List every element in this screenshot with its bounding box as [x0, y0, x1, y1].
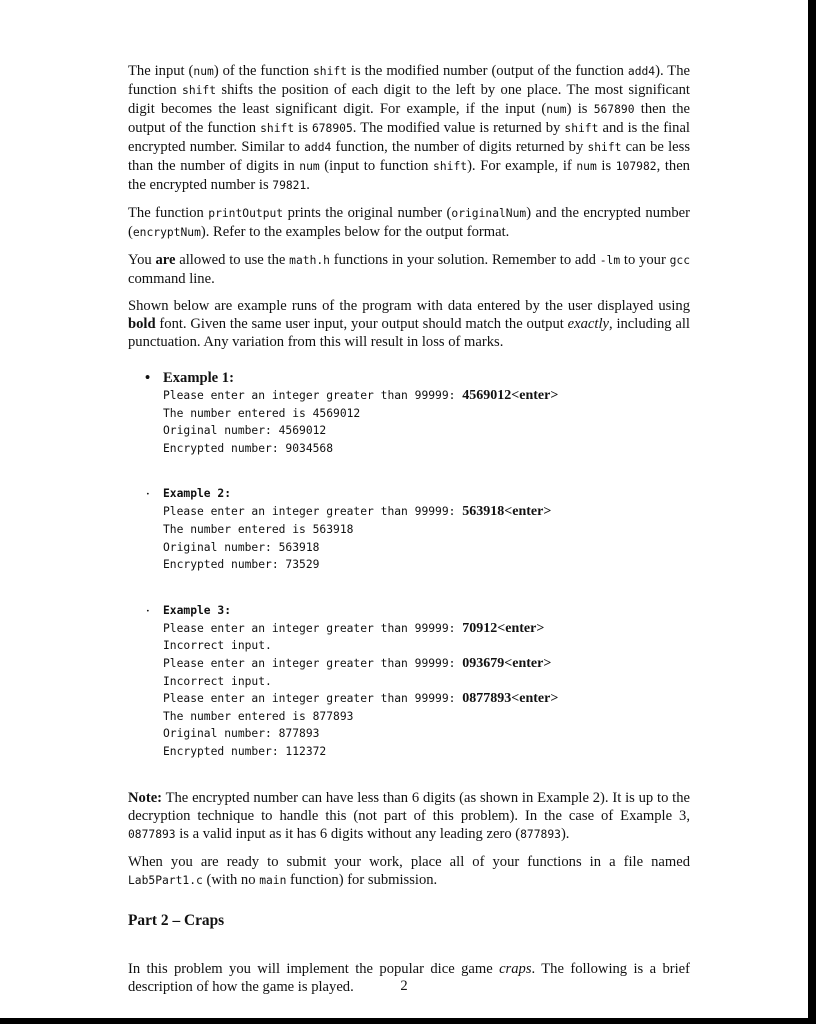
example-line: Incorrect input.	[163, 674, 272, 688]
paragraph-note: Note: The encrypted number can have less than 6 digits (as shown in Example 2). It is up to the decryption technique to handle this (not part of this problem). In the case of Example 3, 0877893 is a valid input as it has 6 digits without any leading zero (877893).	[128, 789, 690, 842]
example-title: Example 3:	[163, 603, 232, 617]
example-3	[128, 602, 690, 761]
paragraph-shift-description: The input (num) of the function shift is the modified number (output of the function add4). The function shift shifts the position of each digit to the left by one place. The most significant digit becomes the least significant digit. For example, if the input (num) is 567890 then the output of the function shift is 678905. The modified value is returned by shift and is the final encrypted number. Similar to add4 function, the number of digits returned by shift can be less than the number of digits in num (input to function shift). For example, if num is 107982, then the encrypted number is 79821.	[128, 63, 690, 193]
example-line: Incorrect input.	[163, 639, 272, 653]
example-line: Please enter an integer greater than 99999: 563918<enter>	[163, 504, 552, 520]
page-content	[128, 62, 690, 1005]
example-line: Please enter an integer greater than 99999: 70912<enter>	[163, 620, 545, 636]
bullet-icon: •	[145, 370, 151, 386]
example-line: The number entered is 877893	[163, 709, 354, 723]
example-1	[128, 369, 690, 457]
paragraph-example-intro: Shown below are example runs of the program with data entered by the user displayed using bold font. Given the same user input, your output should match the output exactly, including all punctuation. Any variation from this will result in loss of marks.	[128, 298, 690, 350]
example-line: Original number: 4569012	[163, 424, 327, 438]
example-line: Original number: 877893	[163, 727, 320, 741]
example-line: Encrypted number: 9034568	[163, 441, 334, 455]
example-line: Please enter an integer greater than 99999: 093679<enter>	[163, 655, 552, 671]
page-number: 2	[400, 978, 408, 994]
paragraph-math-library: You are allowed to use the math.h functions in your solution. Remember to add -lm to your gcc command line.	[128, 252, 690, 287]
paragraph-submission: When you are ready to submit your work, place all of your functions in a file named Lab5Part1.c (with no main function) for submission.	[128, 853, 690, 888]
bullet-icon: ·	[146, 488, 150, 501]
example-line: Encrypted number: 73529	[163, 558, 320, 572]
example-line: Encrypted number: 112372	[163, 744, 327, 758]
example-title: Example 2:	[163, 487, 232, 501]
example-line: Original number: 563918	[163, 540, 320, 554]
paragraph-print-output: The function printOutput prints the original number (originalNum) and the encrypted number (encryptNum). Refer to the examples below for the output format.	[128, 205, 690, 240]
example-line: Please enter an integer greater than 99999: 4569012<enter>	[163, 388, 559, 403]
example-title: Example 1:	[163, 370, 234, 386]
paragraph-craps-intro: In this problem you will implement the popular dice game craps. The following is a brief description of how the game is played.	[128, 960, 691, 995]
example-2	[128, 485, 690, 573]
example-line: The number entered is 563918	[163, 522, 354, 536]
examples-list	[128, 369, 690, 761]
section-heading-part2: Part 2 – Craps	[128, 911, 225, 929]
example-line: The number entered is 4569012	[163, 406, 361, 420]
example-line: Please enter an integer greater than 99999: 0877893<enter>	[163, 691, 559, 707]
bullet-icon: ·	[146, 604, 150, 617]
